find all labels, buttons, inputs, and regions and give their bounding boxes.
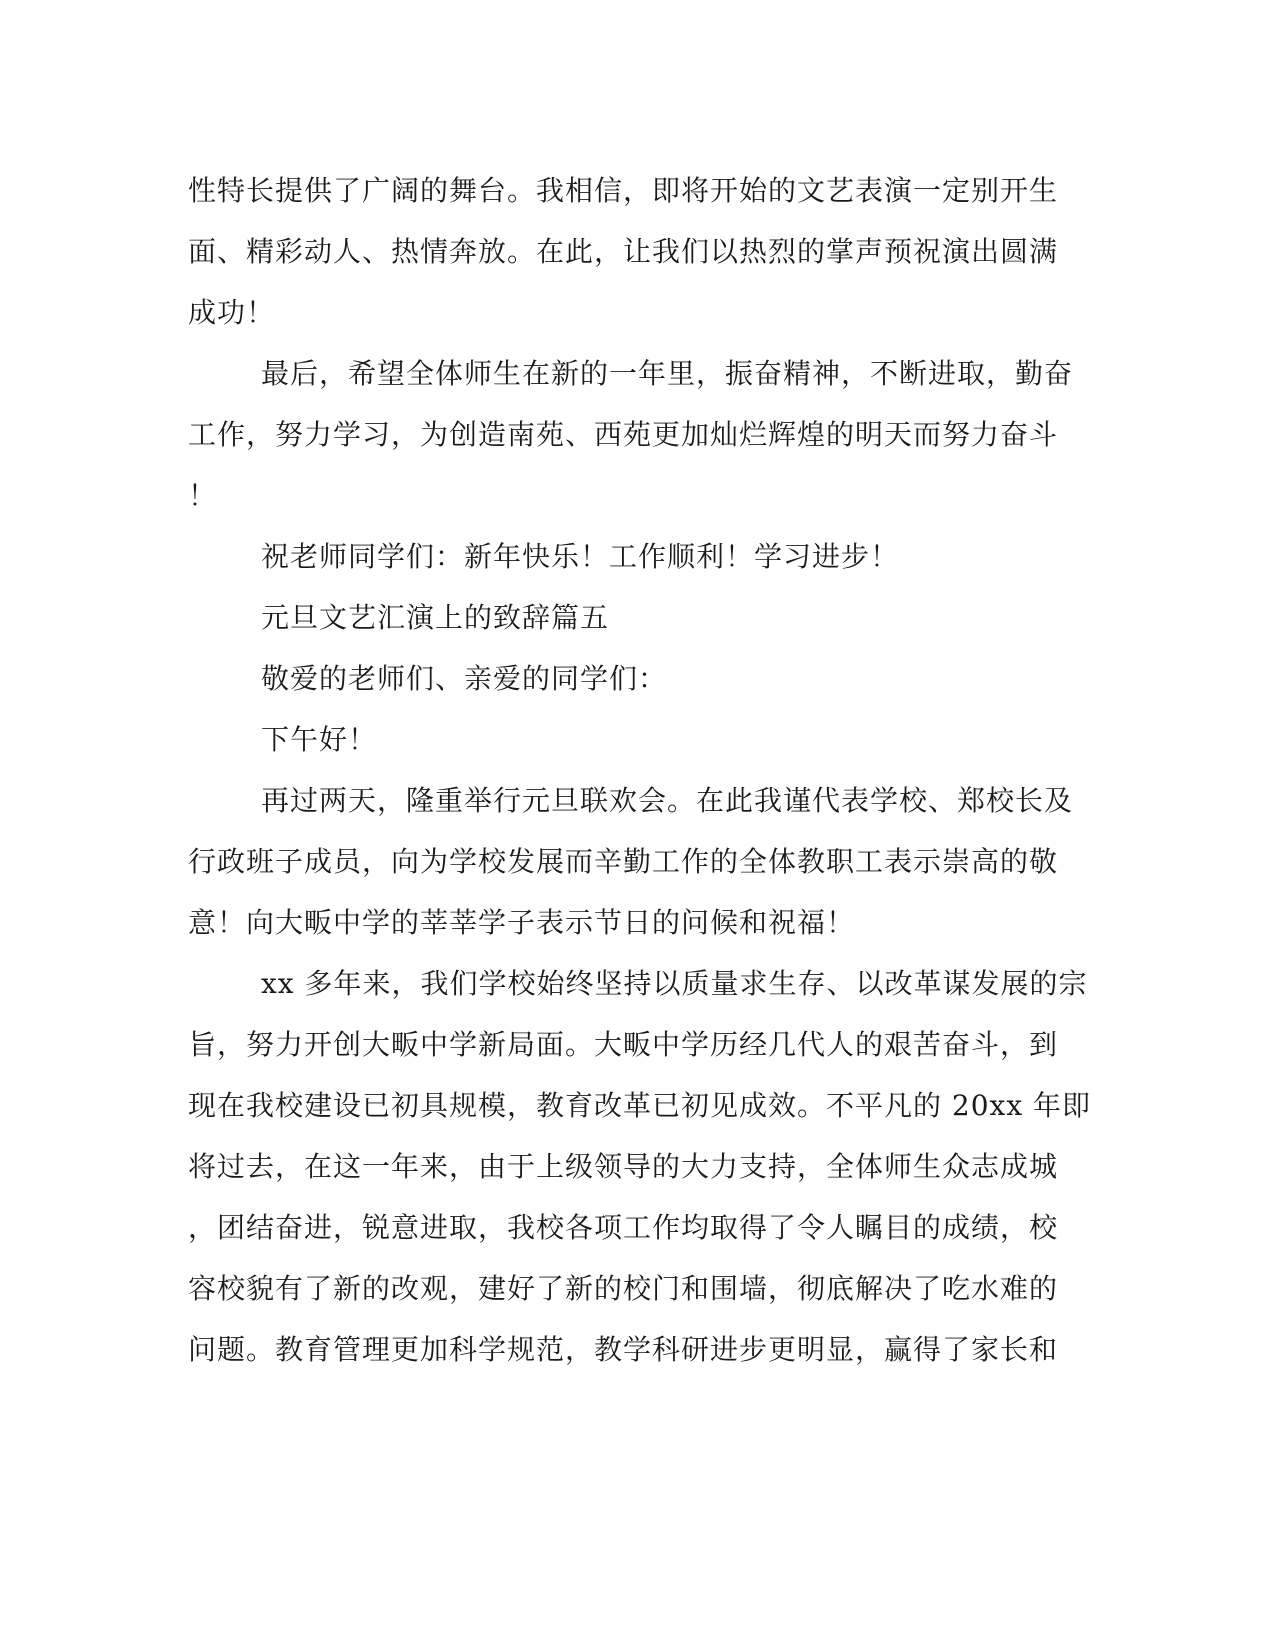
- greeting: 下午好！: [261, 723, 378, 756]
- document-body: [188, 160, 1092, 1380]
- text-line: 现在我校建设已初具规模，教育改革已初见成效。不平凡的 20xx 年即: [188, 1089, 1092, 1122]
- text-line: 成功！: [188, 296, 276, 329]
- text-line: 工作，努力学习，为创造南苑、西苑更加灿烂辉煌的明天而努力奋斗: [188, 418, 1059, 451]
- salutation: 敬爱的老师们、亲爱的同学们：: [261, 662, 668, 695]
- text-line: 性特长提供了广阔的舞台。我相信，即将开始的文艺表演一定别开生: [188, 174, 1059, 207]
- text-line: xx 多年来，我们学校始终坚持以质量求生存、以改革谋发展的宗: [261, 967, 1088, 1000]
- text-line: ！: [188, 479, 218, 512]
- text-line: ，团结奋进，锐意进取，我校各项工作均取得了令人瞩目的成绩，校: [188, 1211, 1059, 1244]
- text-line: 问题。教育管理更加科学规范，教学科研进步更明显，赢得了家长和: [188, 1333, 1059, 1366]
- section-heading: 元旦文艺汇演上的致辞篇五: [261, 601, 610, 634]
- text-line: 最后，希望全体师生在新的一年里，振奋精神，不断进取，勤奋: [261, 357, 1074, 390]
- text-line: 意！向大畈中学的莘莘学子表示节日的问候和祝福！: [188, 906, 856, 939]
- text-line: 面、精彩动人、热情奔放。在此，让我们以热烈的掌声预祝演出圆满: [188, 235, 1059, 268]
- text-line: 再过两天，隆重举行元旦联欢会。在此我谨代表学校、郑校长及: [261, 784, 1074, 817]
- text-line: 旨，努力开创大畈中学新局面。大畈中学历经几代人的艰苦奋斗，到: [188, 1028, 1059, 1061]
- text-line: 将过去，在这一年来，由于上级领导的大力支持，全体师生众志成城: [188, 1150, 1059, 1183]
- text-line: 行政班子成员，向为学校发展而辛勤工作的全体教职工表示崇高的敬: [188, 845, 1059, 878]
- text-line: 容校貌有了新的改观，建好了新的校门和围墙，彻底解决了吃水难的: [188, 1272, 1059, 1305]
- text-line: 祝老师同学们：新年快乐！工作顺利！学习进步！: [261, 540, 900, 573]
